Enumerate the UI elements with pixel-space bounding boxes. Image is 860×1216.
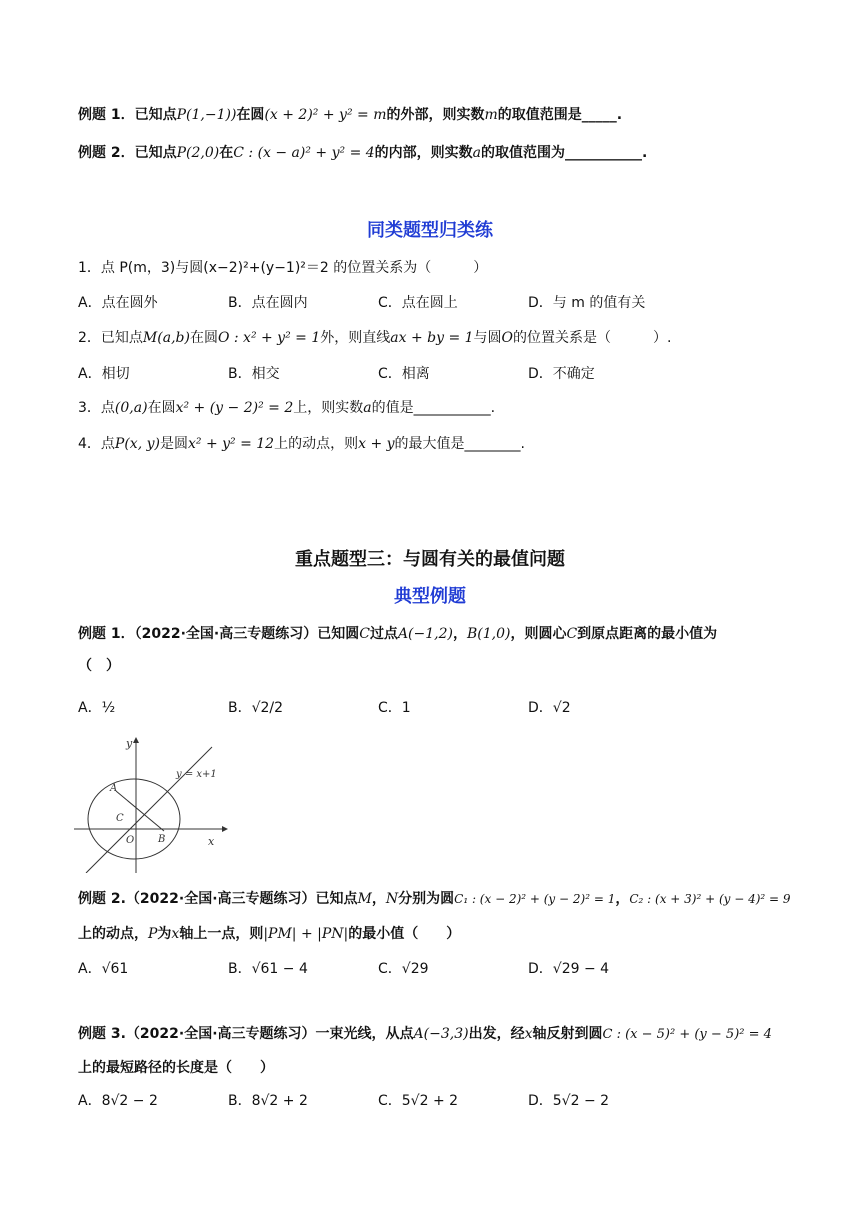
option-a: A．½ bbox=[78, 700, 116, 716]
math-expr: x bbox=[171, 926, 180, 942]
section-subtitle-examples: 典型例题 bbox=[394, 586, 466, 607]
math-expr: x² + y² = 12 bbox=[187, 436, 275, 452]
y-label: y bbox=[126, 737, 133, 750]
example-label: 例题 2． bbox=[78, 145, 135, 161]
math-expr: x² + (y − 2)² = 2 bbox=[175, 400, 294, 416]
point-c-label: C bbox=[116, 813, 124, 824]
point-a-label: A bbox=[110, 783, 118, 794]
math-expr: C₁ : (x − 2)² + (y − 2)² = 1 bbox=[454, 892, 616, 906]
question-1: 1．点 P(m，3)与圆(x−2)²+(y−1)²＝2 的位置关系为（ ） bbox=[78, 260, 488, 276]
example-1-top: 例题 1．已知点P(1,−1))在圆(x + 2)² + y² = m的外部，则实数m的取值范围是_____. bbox=[78, 107, 623, 123]
math-expr: P(1,−1)) bbox=[176, 107, 237, 123]
option-d: D．与 m 的值有关 bbox=[528, 295, 646, 311]
option-b: B．√61 − 4 bbox=[228, 961, 308, 977]
math-expr: ax + by = 1 bbox=[390, 330, 474, 346]
origin-label: O bbox=[126, 835, 135, 846]
math-expr: x + y bbox=[358, 436, 395, 452]
math-expr: A(−3,3) bbox=[413, 1026, 469, 1042]
option-b: B．√2/2 bbox=[228, 700, 284, 716]
option-c: C．1 bbox=[378, 700, 411, 716]
math-expr: M(a,b) bbox=[142, 330, 190, 346]
math-expr: B(1,0) bbox=[466, 626, 511, 642]
circle bbox=[88, 779, 180, 859]
math-expr: C : (x − 5)² + (y − 5)² = 4 bbox=[602, 1027, 772, 1042]
option-d: D．√2 bbox=[528, 700, 571, 716]
option-a: A．√61 bbox=[78, 961, 129, 977]
math-expr: N bbox=[385, 891, 399, 907]
option-b: B．8√2 + 2 bbox=[228, 1093, 308, 1109]
option-d: D．√29 − 4 bbox=[528, 961, 610, 977]
option-a: A．点在圆外 bbox=[78, 295, 158, 311]
option-d: D．不确定 bbox=[528, 366, 595, 382]
math-expr: P(2,0) bbox=[176, 145, 220, 161]
math-expr: C bbox=[359, 626, 370, 642]
x-label: x bbox=[208, 835, 215, 848]
math-expr: P bbox=[148, 926, 158, 942]
option-a: A．相切 bbox=[78, 366, 130, 382]
option-c: C．5√2 + 2 bbox=[378, 1093, 459, 1109]
example-1-line-2: （ ） bbox=[78, 658, 120, 674]
circle-diagram bbox=[74, 733, 234, 873]
example-1-line-1: 例题 1．（2022·全国·高三专题练习）已知圆C过点A(−1,2)，B(1,0)，则圆心C到原点距离的最小值为 bbox=[78, 626, 718, 642]
math-expr: P(x, y) bbox=[114, 436, 160, 452]
math-expr: M bbox=[357, 891, 372, 907]
math-expr: C : (x − a)² + y² = 4 bbox=[233, 145, 375, 161]
chord-ab bbox=[116, 791, 164, 831]
option-d: D．5√2 − 2 bbox=[528, 1093, 610, 1109]
math-expr: C₂ : (x + 3)² + (y − 4)² = 9 bbox=[629, 892, 791, 906]
x-axis-arrow bbox=[222, 826, 228, 832]
option-c: C．√29 bbox=[378, 961, 429, 977]
math-expr: a bbox=[472, 145, 482, 161]
point-b-label: B bbox=[158, 834, 166, 845]
line-label: y = x+1 bbox=[176, 769, 217, 780]
math-expr: (0,a) bbox=[114, 400, 148, 416]
math-expr: a bbox=[363, 400, 372, 416]
option-b: B．点在圆内 bbox=[228, 295, 308, 311]
example-2-top: 例题 2．已知点P(2,0)在C : (x − a)² + y² = 4的内部，则实数a的取值范围为___________. bbox=[78, 145, 648, 161]
math-expr: (x + 2)² + y² = m bbox=[264, 107, 387, 123]
example-3-line-2: 上的最短路径的长度是（ ） bbox=[78, 1060, 274, 1076]
question-3: 3．点(0,a)在圆x² + (y − 2)² = 2上，则实数a的值是___________. bbox=[78, 400, 496, 416]
example-2-line-2: 上的动点，P为x轴上一点，则|PM| + |PN|的最小值（ ） bbox=[78, 926, 461, 942]
math-expr: x bbox=[524, 1026, 533, 1042]
y-axis-arrow bbox=[133, 737, 139, 743]
section-title-max-min: 重点题型三：与圆有关的最值问题 bbox=[295, 549, 565, 570]
example-2-line-1: 例题 2.（2022·全国·高三专题练习）已知点M，N分别为圆C₁ : (x − 2)² + (y − 2)² = 1，C₂ : (x + 3)² + (y − 4)² = 9 bbox=[78, 891, 791, 907]
option-c: C．点在圆上 bbox=[378, 295, 458, 311]
option-b: B．相交 bbox=[228, 366, 280, 382]
option-c: C．相离 bbox=[378, 366, 430, 382]
math-expr: O : x² + y² = 1 bbox=[217, 330, 321, 346]
example-label: 例题 1． bbox=[78, 107, 135, 123]
math-expr: O bbox=[501, 330, 514, 346]
option-a: A．8√2 − 2 bbox=[78, 1093, 158, 1109]
question-2: 2．已知点M(a,b)在圆O : x² + y² = 1外，则直线ax + by = 1与圆O的位置关系是（ ）. bbox=[78, 330, 672, 346]
math-expr: m bbox=[484, 107, 498, 123]
line-y-x-plus-1 bbox=[86, 747, 212, 873]
math-expr: |PM| + |PN| bbox=[263, 926, 349, 942]
math-expr: A(−1,2) bbox=[397, 626, 453, 642]
question-4: 4．点P(x, y)是圆x² + y² = 12上的动点，则x + y的最大值是________. bbox=[78, 436, 525, 452]
example-3-line-1: 例题 3.（2022·全国·高三专题练习）一束光线，从点A(−3,3)出发，经x轴反射到圆C : (x − 5)² + (y − 5)² = 4 bbox=[78, 1026, 772, 1042]
section-title-practice: 同类题型归类练 bbox=[367, 220, 493, 241]
math-expr: C bbox=[566, 626, 578, 642]
